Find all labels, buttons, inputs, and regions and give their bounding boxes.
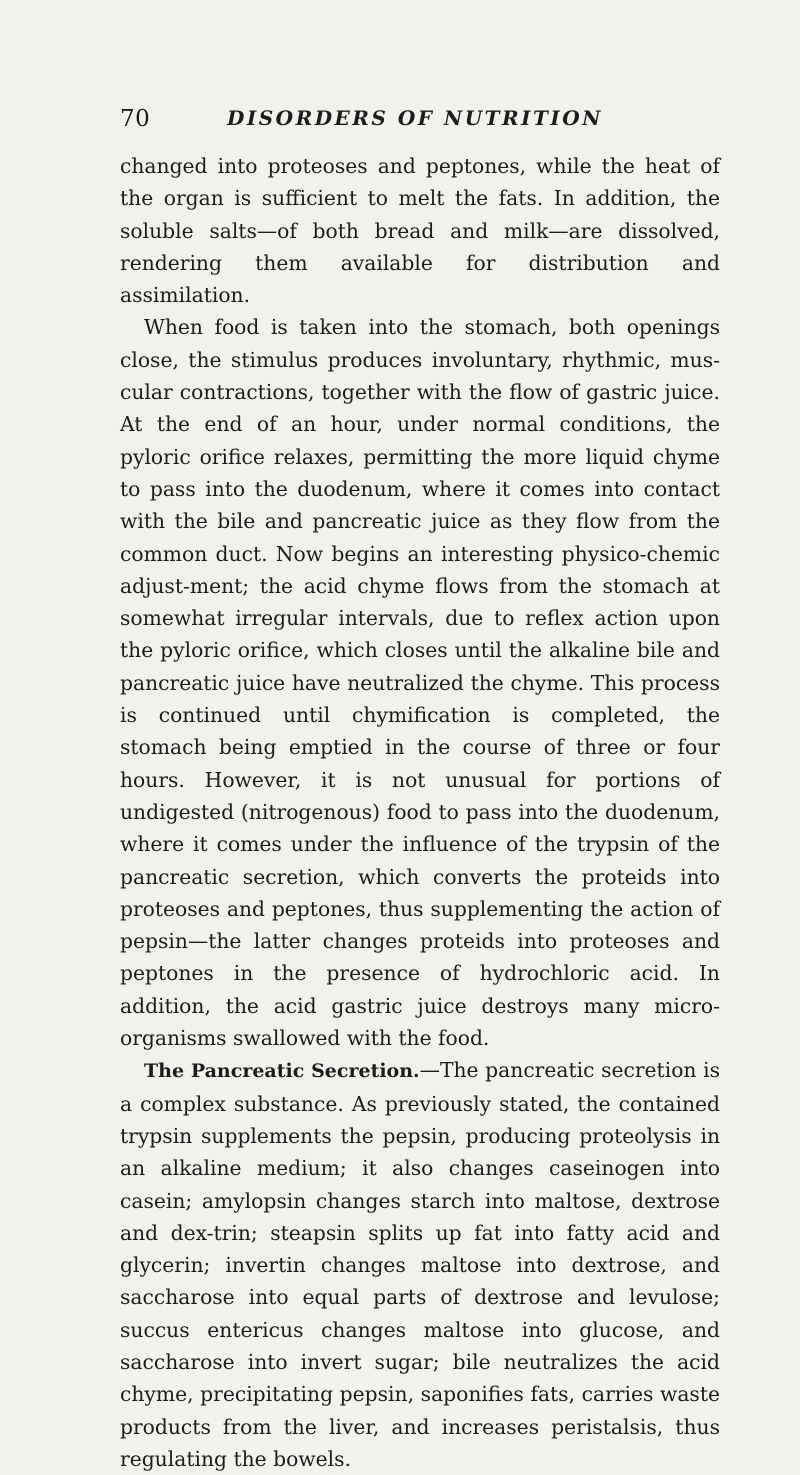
section-run-head: The Pancreatic Secretion. [144, 1060, 420, 1083]
paragraph-3-text: —The pancreatic secretion is a complex substance. As previously stated, the contained trypsin supplements the pepsin, producing proteolysis in an alkaline medium; it also changes caseinogen into casein; amylopsin changes starch into maltose, dextrose and dex-trin; steapsin splits up fat into fatty acid and glycerin; invertin changes maltose into dextrose, and saccharose into equal parts of dextrose and levulose; succus entericus changes maltose into glucose, and saccharose into invert sugar; bile neutralizes the acid chyme, precipitating pepsin, saponifies fats, carries waste products from the liver, and increases peristalsis, thus regulating the bowels. [120, 1058, 720, 1471]
running-head [0, 106, 800, 140]
body-text [120, 150, 720, 1475]
paragraph-1: changed into proteoses and peptones, while the heat of the organ is sufficient to melt the fats. In addition, the soluble salts—of both bread and milk—are dissolved, rendering them available for distribution and assimilation. [120, 154, 720, 308]
paragraph-2: When food is taken into the stomach, both openings close, the stimulus produces involuntary, rhythmic, mus-cular contractions, together with the flow of gastric juice. At the end of an hour, under normal conditions, the pyloric orifice relaxes, permitting the more liquid chyme to pass into the duodenum, where it comes into contact with the bile and pancreatic juice as they flow from the common duct. Now begins an interesting physico-chemic adjust-ment; the acid chyme flows from the stomach at somewhat irregular intervals, due to reflex action upon the pyloric orifice, which closes until the alkaline bile and pancreatic juice have neutralized the chyme. This process is continued until chymification is completed, the stomach being emptied in the course of three or four hours. However, it is not unusual for portions of undigested (nitrogenous) food to pass into the duodenum, where it comes under the influence of the trypsin of the pancreatic secretion, which converts the proteids into proteoses and peptones, thus supplementing the action of pepsin—the latter changes proteids into proteoses and peptones in the presence of hydrochloric acid. In addition, the acid gastric juice destroys many micro-organisms swallowed with the food. [120, 315, 720, 1051]
page-number: 70 [120, 106, 151, 132]
chapter-title: DISORDERS OF NUTRITION [227, 106, 603, 130]
paragraph-3 [120, 1054, 720, 1475]
